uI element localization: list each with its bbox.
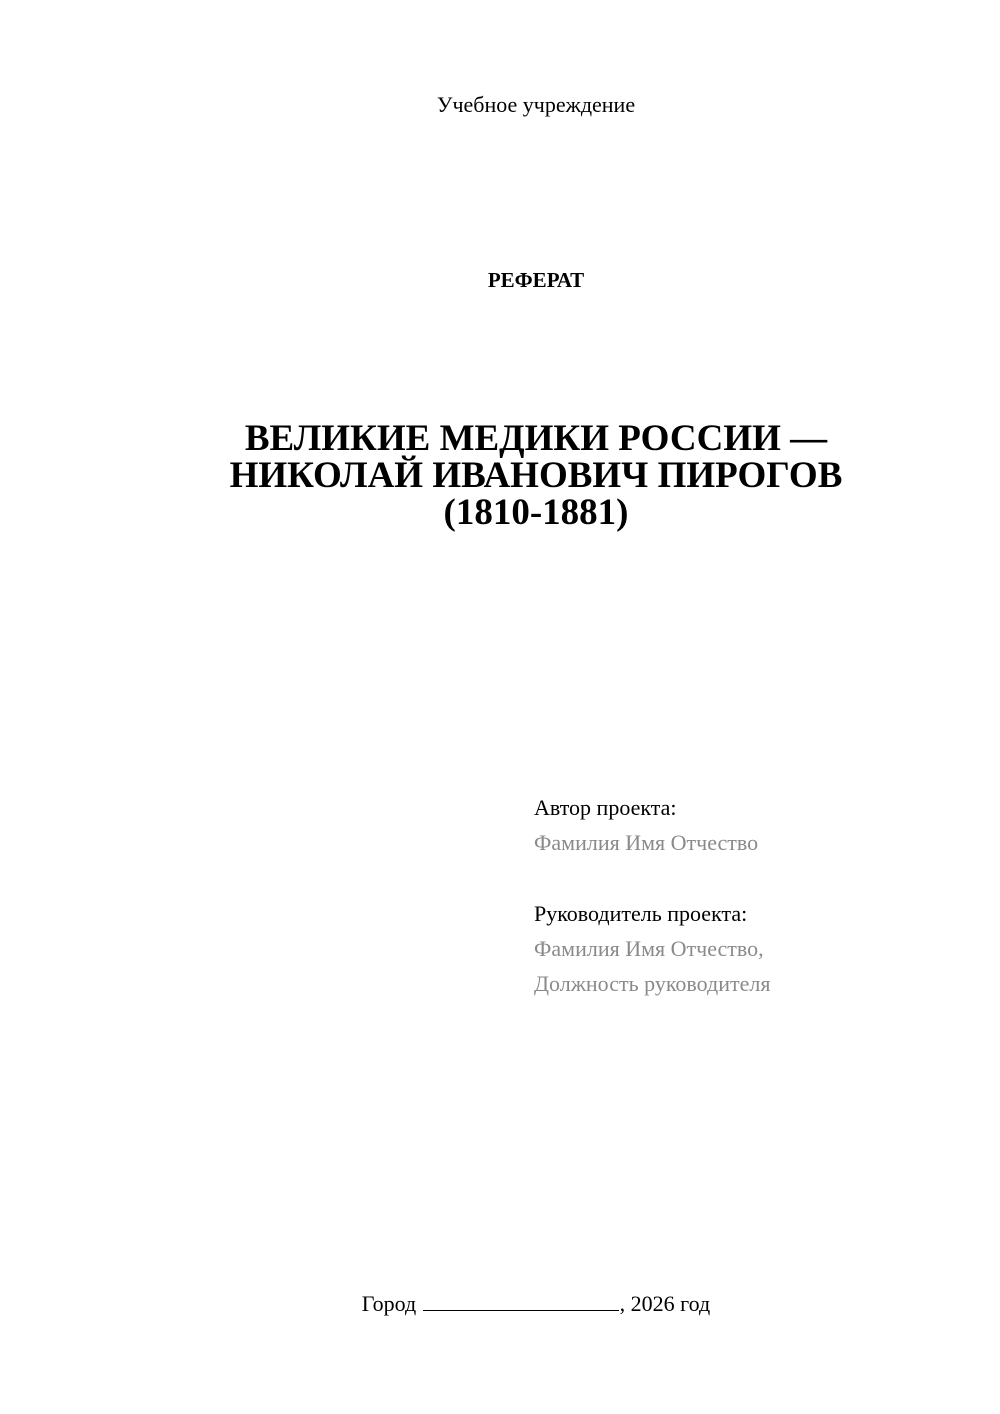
supervisor-name-placeholder: Фамилия Имя Отчество, — [534, 936, 764, 961]
credits-block — [534, 790, 770, 1001]
year-text: , 2026 год — [619, 1291, 711, 1316]
credits-spacer — [534, 860, 770, 896]
author-label: Автор проекта: — [534, 795, 677, 820]
title-line-2: НИКОЛАЙ ИВАНОВИЧ ПИРОГОВ — [229, 455, 843, 496]
document-type: РЕФЕРАТ — [487, 268, 585, 292]
author-name-placeholder: Фамилия Имя Отчество — [534, 830, 759, 855]
title-line-3: (1810-1881) — [443, 492, 629, 533]
document-title — [0, 420, 1000, 531]
footer-city-year — [0, 1290, 1000, 1317]
city-label: Город — [361, 1291, 417, 1316]
title-line-1: ВЕЛИКИЕ МЕДИКИ РОССИИ — — [244, 418, 828, 459]
supervisor-label: Руководитель проекта: — [534, 901, 748, 926]
city-blank-line — [423, 1290, 619, 1311]
institution-name: Учебное учреждение — [436, 92, 636, 117]
supervisor-position-placeholder: Должность руководителя — [534, 971, 771, 996]
